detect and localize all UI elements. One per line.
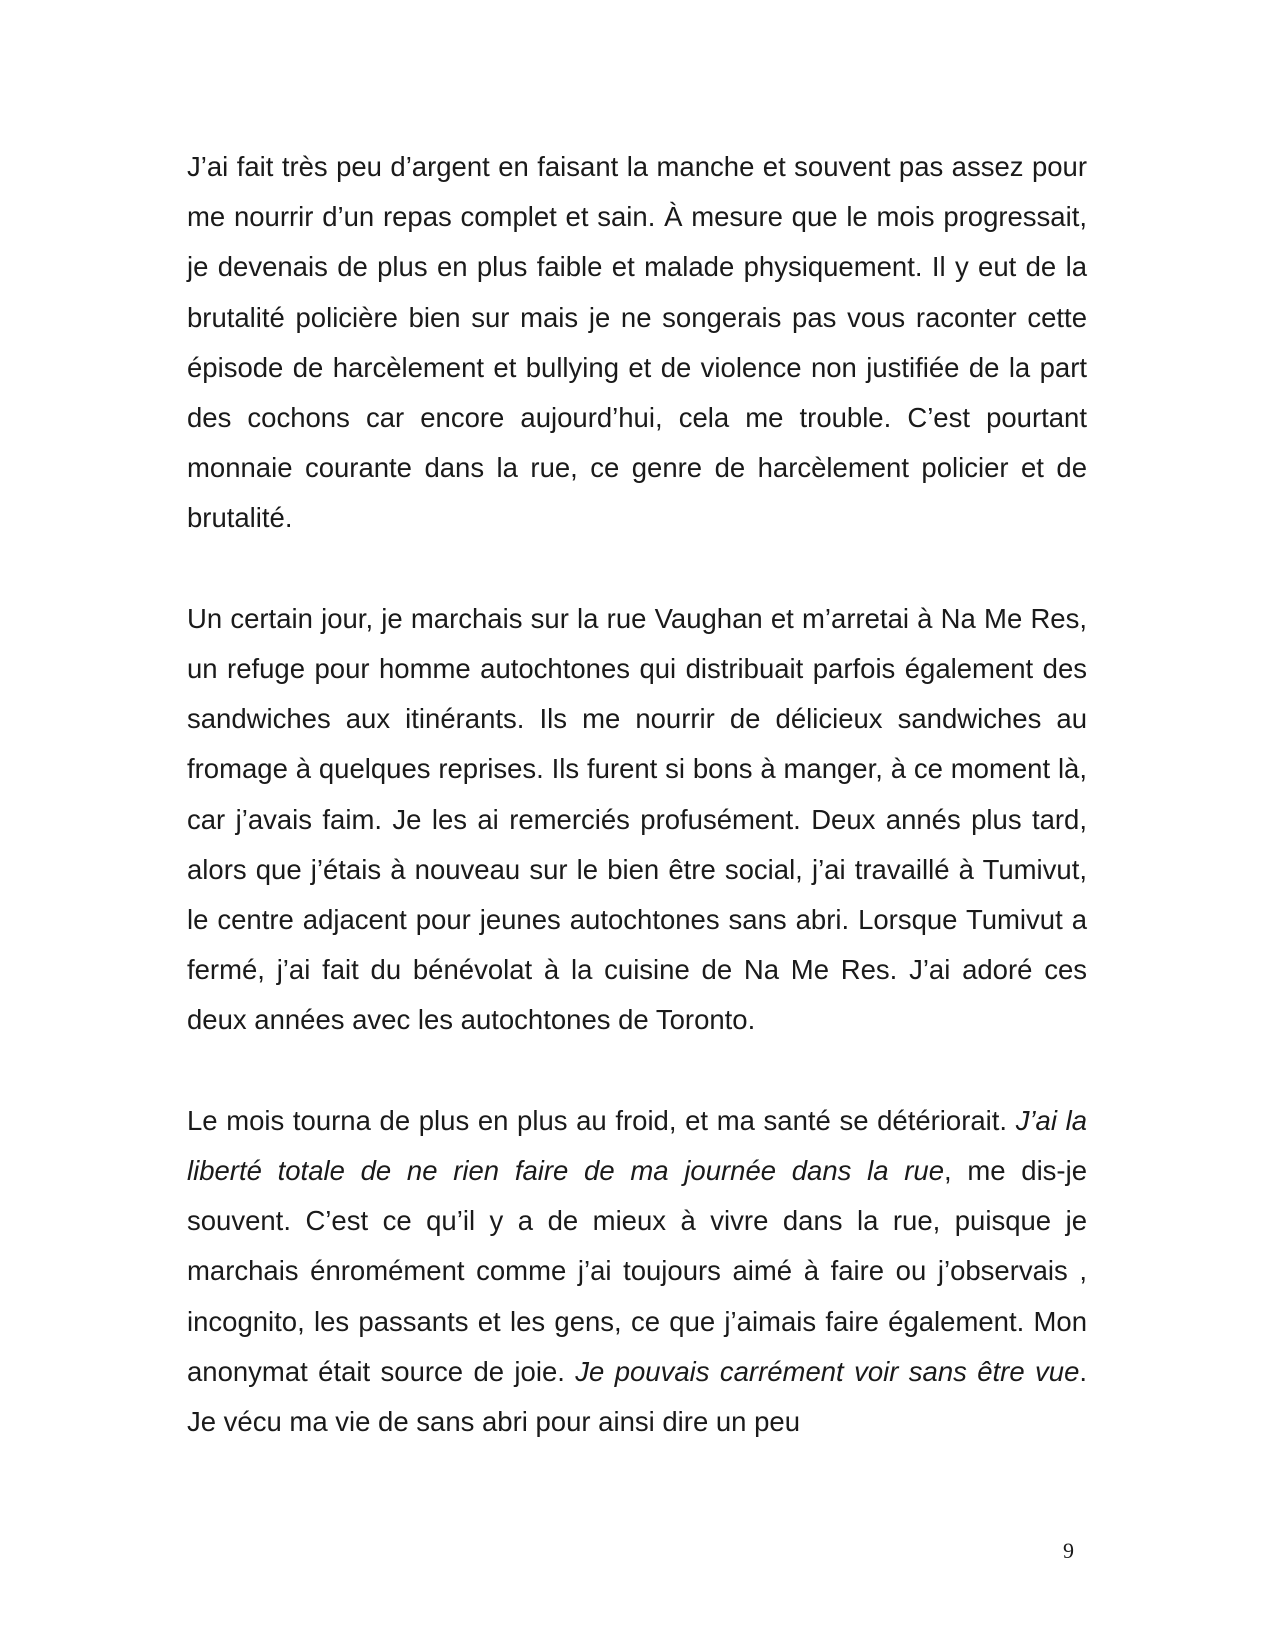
paragraph-1	[187, 142, 1087, 544]
paragraph-3-text-c: . Je vécu ma vie de sans abri pour ainsi dire un peu	[187, 1355, 1088, 1438]
paragraph-3-text-a: Le mois tourna de plus en plus au froid, et ma santé se détériorait.	[187, 1104, 1016, 1136]
page-number: 9	[1063, 1538, 1074, 1563]
paragraph-3	[187, 1096, 1087, 1447]
paragraph-1-text: J’ai fait très peu d’argent en faisant la manche et souvent pas assez pour me nourrir d’un repas complet et sain. À mesure que le mois progressait, je devenais de plus en plus faible et malade physiquement. Il y eut de la brutalité policière bien sur mais je ne songerais pas vous raconter cette épisode de harcèlement et bullying et de violence non justifiée de la part des cochons car encore aujourd’hui, cela me trouble. C’est pourtant monnaie courante dans la rue, ce genre de harcèlement policier et de brutalité.	[187, 151, 1087, 534]
paragraph-3-italic-b: Je pouvais carrément voir sans être vue	[575, 1355, 1080, 1387]
paragraph-2	[187, 594, 1087, 1046]
paragraph-2-text: Un certain jour, je marchais sur la rue Vaughan et m’arretai à Na Me Res, un refuge pour homme autochtones qui distribuait parfois également des sandwiches aux itinérants. Ils me nourrir de délicieux sandwiches au fromage à quelques reprises. Ils furent si bons à manger, à ce moment là, car j’avais faim. Je les ai remerciés profusément. Deux annés plus tard, alors que j’étais à nouveau sur le bien être social, j’ai travaillé à Tumivut, le centre adjacent pour jeunes autochtones sans abri. Lorsque Tumivut a fermé, j’ai fait du bénévolat à la cuisine de Na Me Res. J’ai adoré ces deux années avec les autochtones de Toronto.	[187, 602, 1087, 1036]
body-text	[187, 142, 1087, 1447]
paragraph-3-italic-a: J’ai la liberté totale de ne rien faire de ma journée dans la rue	[187, 1104, 1087, 1187]
paragraph-3-text-b: , me dis-je souvent. C’est ce qu’il y a de mieux à vivre dans la rue, puisque je marchais énromément comme j’ai toujours aimé à faire ou j’observais , incognito, les passants et les gens, ce que j’aimais faire également. Mon anonymat était source de joie.	[187, 1155, 1087, 1387]
